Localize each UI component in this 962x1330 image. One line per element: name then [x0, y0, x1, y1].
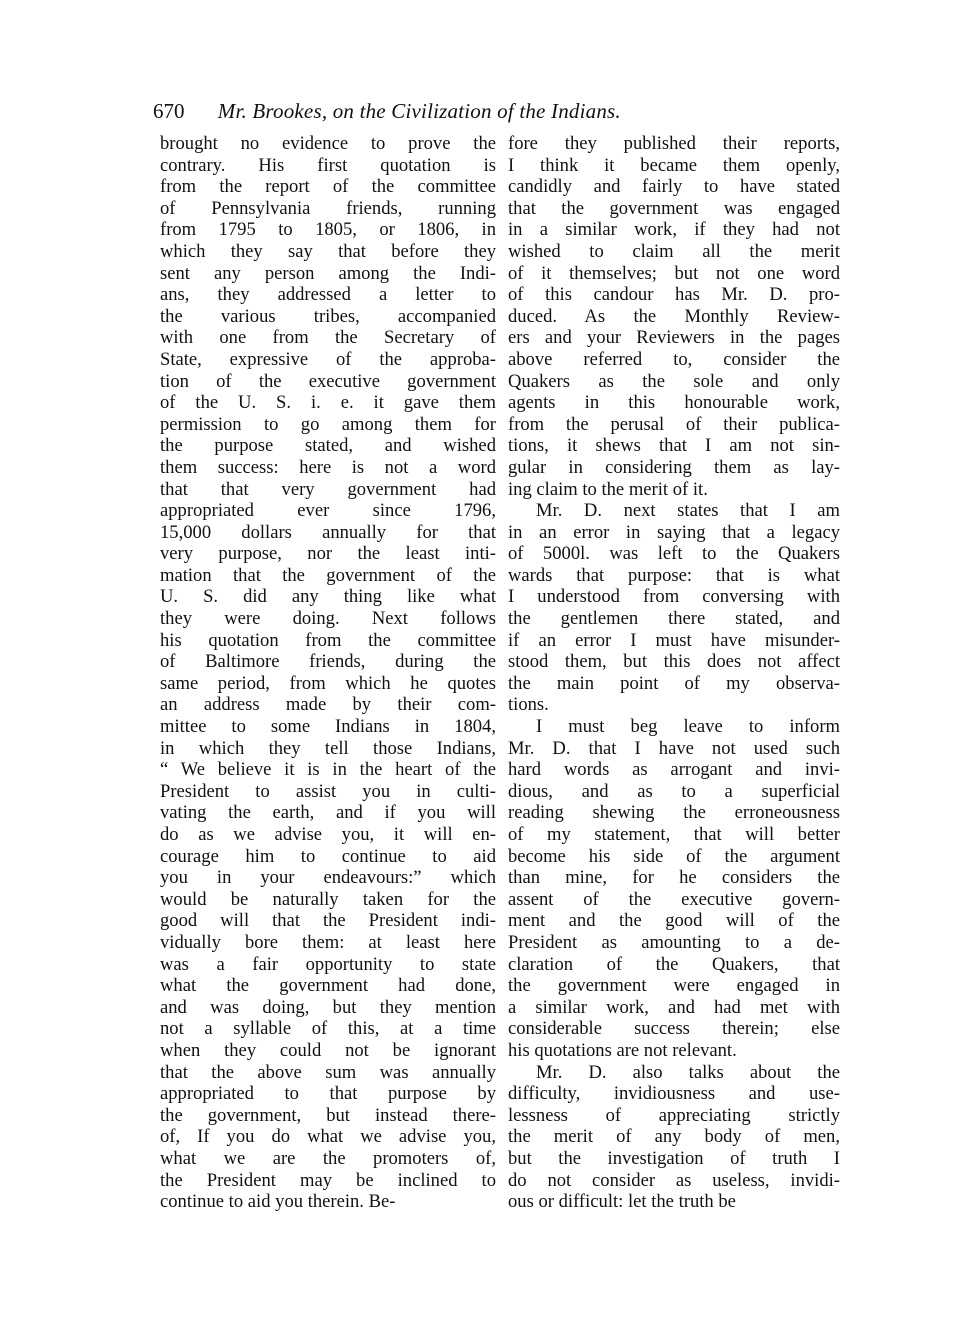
right-column-line: in an error in saying that a legacy	[508, 521, 840, 543]
left-column-line: an address made by their com-	[160, 694, 496, 716]
right-column-line: of my statement, that will better	[508, 824, 840, 845]
left-column-line: tion of the executive government	[160, 370, 496, 392]
right-column-line: Quakers as the sole and only	[508, 370, 840, 392]
right-column-line: ous or difficult: let the truth be	[508, 1191, 736, 1213]
right-column-line: agents in this honourable work,	[508, 392, 840, 414]
left-column-line: continue to aid you therein. Be-	[160, 1191, 396, 1213]
left-column-line: vating the earth, and if you will	[160, 802, 496, 824]
left-column-line: that the above sum was annually	[160, 1061, 496, 1083]
right-column-line: lessness of appreciating strictly	[508, 1104, 840, 1126]
right-column-line: above referred to, consider the	[508, 348, 840, 370]
left-column-line: with one from the Secretary of	[160, 327, 496, 349]
left-column-line: what the government had done,	[160, 975, 496, 997]
left-column-line: they were doing. Next follows	[160, 608, 496, 630]
left-column-line: them success: here is not a word	[160, 456, 496, 478]
right-column-line: of this candour has Mr. D. pro-	[508, 284, 840, 306]
right-column-line: hard words as arrogant and invi-	[508, 759, 840, 781]
right-column-line: duced. As the Monthly Review-	[508, 305, 840, 327]
left-column-line: appropriated to that purpose by	[160, 1083, 496, 1105]
left-column-line: when they could not be ignorant	[160, 1039, 496, 1061]
left-column-line: good will that the President indi-	[160, 910, 496, 932]
right-column-line: wards that purpose: that is what	[508, 564, 840, 586]
right-column-line: gular in considering them as lay-	[508, 456, 840, 478]
left-column-line: of Baltimore friends, during the	[160, 651, 496, 673]
running-title: Mr. Brookes, on the Civilization of the Indians.	[217, 99, 621, 123]
right-column-line: I think it became them openly,	[508, 154, 840, 176]
left-column-line: ans, they addressed a letter to	[160, 284, 496, 306]
right-column-line: ment and the good will of the	[508, 910, 840, 932]
left-column-line: sent any person among the Indi-	[160, 262, 496, 284]
right-column-line: Mr. D. that I have not used such	[508, 737, 840, 759]
right-column-line: dious, and as to a superficial	[508, 780, 840, 802]
left-column-line: would be naturally taken for the	[160, 888, 496, 910]
right-column-line: of it themselves; but not one word	[508, 262, 840, 284]
right-column-line: I understood from conversing with	[508, 586, 840, 608]
left-column-line: which they say that before they	[160, 240, 496, 262]
right-column-line: assent of the executive govern-	[508, 888, 840, 910]
left-column-line: you in your endeavours:” which	[160, 867, 496, 889]
left-column-line: from the report of the committee	[160, 176, 496, 198]
left-column-line: the government, but instead there-	[160, 1104, 496, 1126]
right-column	[508, 133, 840, 1213]
left-column-line: from 1795 to 1805, or 1806, in	[160, 219, 496, 241]
right-column-line: the merit of any body of men,	[508, 1126, 840, 1148]
right-column-line: Mr. D. also talks about the	[536, 1061, 840, 1083]
left-column-line: of the U. S. i. e. it gave them	[160, 392, 496, 414]
left-column-line: permission to go among them for	[160, 413, 496, 435]
right-column-line: considerable success therein; else	[508, 1018, 840, 1040]
right-column-line: a similar work, and had met with	[508, 996, 840, 1018]
left-column-line: of Pennsylvania friends, running	[160, 197, 496, 219]
left-column-line: mation that the government of the	[160, 564, 496, 586]
left-column-line: same period, from which he quotes	[160, 672, 496, 694]
left-column-line: President to assist you in culti-	[160, 780, 496, 802]
left-column-line: contrary. His first quotation is	[160, 154, 496, 176]
right-column-line: the government were engaged in	[508, 975, 840, 997]
right-column-line: tions.	[508, 694, 549, 716]
left-column-line: his quotation from the committee	[160, 629, 496, 651]
left-column-line: the various tribes, accompanied	[160, 305, 496, 327]
right-column-line: that the government was engaged	[508, 197, 840, 219]
left-column-line: and was doing, but they mention	[160, 996, 496, 1018]
right-column-line: difficulty, invidiousness and use-	[508, 1083, 840, 1105]
right-column-line: candidly and fairly to have stated	[508, 176, 840, 198]
right-column-line: I must beg leave to inform	[536, 716, 840, 738]
right-column-line: his quotations are not relevant.	[508, 1039, 737, 1061]
right-column-line: stood them, but this does not affect	[508, 651, 840, 673]
left-column-line: 15,000 dollars annually for that	[160, 521, 496, 543]
left-column-line: “ We believe it is in the heart of the	[160, 759, 496, 781]
right-column-line: reading shewing the erroneousness	[508, 802, 840, 824]
right-column-line: than mine, for he considers the	[508, 867, 840, 889]
left-column-line: was a fair opportunity to state	[160, 953, 496, 975]
left-column-line: vidually bore them: at least here	[160, 931, 496, 953]
left-column-line: do as we advise you, it will en-	[160, 824, 496, 845]
right-column-line: from the perusal of their publica-	[508, 413, 840, 435]
left-column-line: what we are the promoters of,	[160, 1147, 496, 1169]
right-column-line: the main point of my observa-	[508, 672, 840, 694]
left-column-line: very purpose, nor the least inti-	[160, 543, 496, 565]
left-column-line: State, expressive of the approba-	[160, 348, 496, 370]
right-column-line: wished to claim all the merit	[508, 240, 840, 262]
left-column-line: the President may be inclined to	[160, 1169, 496, 1191]
right-column-line: if an error I must have misunder-	[508, 629, 840, 651]
left-column-line: the purpose stated, and wished	[160, 435, 496, 457]
right-column-line: become his side of the argument	[508, 845, 840, 867]
right-column-line: President as amounting to a de-	[508, 931, 840, 953]
right-column-line: Mr. D. next states that I am	[536, 500, 840, 522]
left-column-line: of, If you do what we advise you,	[160, 1126, 496, 1148]
left-column-line: mittee to some Indians in 1804,	[160, 716, 496, 738]
left-column-line: U. S. did any thing like what	[160, 586, 496, 608]
left-column-line: that that very government had	[160, 478, 496, 500]
right-column-line: fore they published their reports,	[508, 133, 840, 154]
right-column-line: but the investigation of truth I	[508, 1147, 840, 1169]
page-number: 670	[153, 99, 185, 123]
right-column-line: do not consider as useless, invidi-	[508, 1169, 840, 1191]
left-column-line: courage him to continue to aid	[160, 845, 496, 867]
right-column-line: in a similar work, if they had not	[508, 219, 840, 241]
left-column-line: in which they tell those Indians,	[160, 737, 496, 759]
left-column-line: brought no evidence to prove the	[160, 133, 496, 154]
right-column-line: the gentlemen there stated, and	[508, 608, 840, 630]
right-column-line: claration of the Quakers, that	[508, 953, 840, 975]
left-column-line: not a syllable of this, at a time	[160, 1018, 496, 1040]
right-column-line: ing claim to the merit of it.	[508, 478, 708, 500]
right-column-line: ers and your Reviewers in the pages	[508, 327, 840, 349]
page-header	[153, 98, 853, 124]
right-column-line: of 5000l. was left to the Quakers	[508, 543, 840, 565]
left-column	[160, 133, 496, 1213]
left-column-line: appropriated ever since 1796,	[160, 500, 496, 522]
right-column-line: tions, it shews that I am not sin-	[508, 435, 840, 457]
